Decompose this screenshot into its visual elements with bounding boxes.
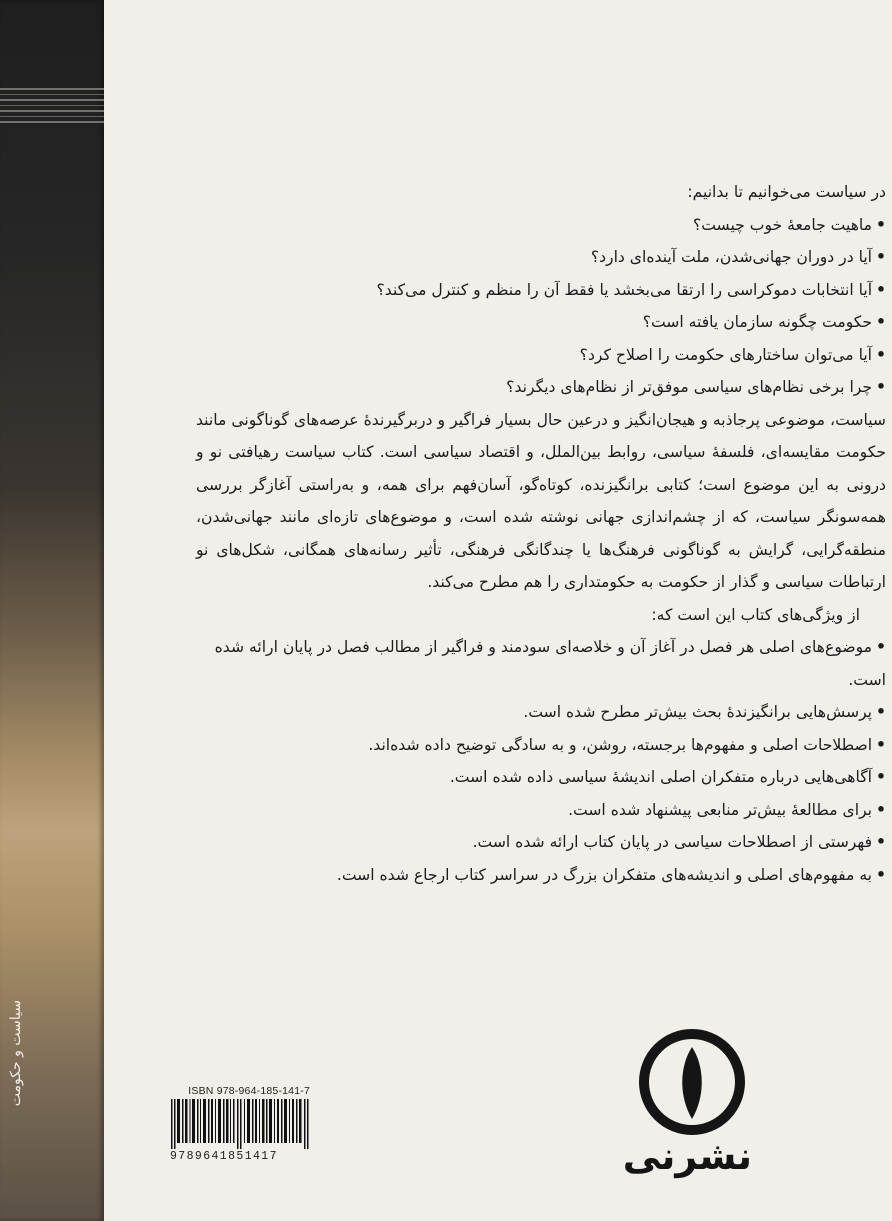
question-list (196, 209, 886, 404)
question-item (196, 209, 886, 242)
question-item (196, 274, 886, 307)
spine-stripe (0, 121, 104, 123)
publisher-logo-icon (637, 1027, 747, 1137)
feature-item (196, 729, 886, 762)
feature-item (196, 761, 886, 794)
spine-stripe (0, 110, 104, 112)
description-paragraph: سیاست، موضوعی پرجاذبه و هیجان‌انگیز و درعین حال بسیار فراگیر و دربرگیرندهٔ عرصه‌های گوناگونی مانند حکومت مقایسه‌ای، فلسفهٔ سیاسی، روابط بین‌الملل، و اقتصاد سیاسی است. کتاب سیاست رهیافتی نو و درونی به این موضوع است؛ کتابی برانگیزنده، کوتاه‌گو، آسان‌فهم برای همه، و به‌راستی آغازگر بررسی همه‌سونگر سیاست، که از چشم‌اندازی جهانی نوشته شده است، و موضوع‌های تازه‌ای مانند جهانی‌شدن، منطقه‌گرایی، گرایش به گوناگونی فرهنگ‌ها یا چندگانگی فرهنگی، تأثیر رسانه‌های همگانی، شکل‌های نو ارتباطات سیاسی و گذار از حکومت به حکومتداری را هم مطرح می‌کند. (196, 410, 886, 591)
feature-text: موضوع‌های اصلی هر فصل در آغاز آن و خلاصه‌ای سودمند و فراگیر از مطالب فصل در پایان ارائه شده است. (214, 638, 886, 689)
feature-text: به مفهوم‌های اصلی و اندیشه‌های متفکران بزرگ در سراسر کتاب ارجاع شده است. (336, 865, 873, 884)
question-text: آیا انتخابات دموکراسی را ارتقا می‌بخشد یا فقط آن را منظم و کنترل می‌کند؟ (376, 280, 873, 299)
feature-list (196, 631, 886, 891)
question-item (196, 371, 886, 404)
feature-text: اصطلاحات اصلی و مفهوم‌ها برجسته، روشن، و به سادگی توضیح داده شده‌اند. (368, 735, 873, 754)
spine-stripe (0, 99, 104, 101)
feature-text: پرسش‌هایی برانگیزندهٔ بحث بیش‌تر مطرح شده است. (523, 703, 873, 721)
question-item (196, 339, 886, 372)
bullet-icon: • (876, 800, 886, 819)
spine-stripes (0, 88, 104, 127)
feature-text: برای مطالعهٔ بیش‌تر منابعی پیشنهاد شده است. (568, 800, 873, 819)
barcode-digits: 9789641851417 (170, 1150, 278, 1163)
bullet-icon: • (876, 638, 886, 656)
barcode (170, 1099, 310, 1149)
spine-stripe (0, 94, 104, 95)
isbn-block (170, 1085, 310, 1163)
feature-item (196, 794, 886, 827)
spine-stripe (0, 105, 104, 106)
bullet-icon: • (876, 248, 886, 266)
question-item (196, 241, 886, 274)
spine-stripe (0, 88, 104, 90)
publisher-name: نشرنی (622, 1134, 752, 1178)
bullet-icon: • (876, 378, 886, 396)
feature-item (196, 631, 886, 696)
bullet-icon: • (876, 865, 886, 884)
bullet-icon: • (876, 768, 886, 786)
question-text: آیا در دوران جهانی‌شدن، ملت آینده‌ای دارد؟ (590, 248, 873, 266)
bullet-icon: • (876, 833, 886, 851)
bullet-icon: • (876, 280, 886, 299)
book-spine (0, 0, 104, 1221)
isbn-label: ISBN 978-964-185-141-7 (188, 1085, 310, 1097)
bullet-icon: • (876, 345, 886, 364)
features-intro: از ویژگی‌های کتاب این است که: (651, 605, 860, 624)
feature-text: فهرستی از اصطلاحات سیاسی در پایان کتاب ارائه شده است. (472, 833, 873, 851)
feature-item (196, 826, 886, 859)
question-item (196, 306, 886, 339)
spine-title: سیاست و حکومت (8, 1000, 24, 1107)
question-text: آیا می‌توان ساختارهای حکومت را اصلاح کرد؟ (579, 345, 873, 364)
intro-line: در سیاست می‌خوانیم تا بدانیم: (687, 183, 886, 201)
feature-item (196, 696, 886, 729)
back-cover-text (196, 176, 886, 891)
bullet-icon: • (876, 703, 886, 721)
question-text: چرا برخی نظام‌های سیاسی موفق‌تر از نظام‌های دیگرند؟ (506, 378, 873, 396)
bullet-icon: • (876, 215, 886, 234)
spine-stripe (0, 116, 104, 117)
bullet-icon: • (876, 313, 886, 331)
question-text: حکومت چگونه سازمان یافته است؟ (642, 313, 873, 331)
feature-item (196, 859, 886, 892)
question-text: ماهیت جامعهٔ خوب چیست؟ (692, 215, 873, 234)
feature-text: آگاهی‌هایی درباره متفکران اصلی اندیشهٔ سیاسی داده شده است. (449, 768, 873, 786)
bullet-icon: • (876, 735, 886, 754)
